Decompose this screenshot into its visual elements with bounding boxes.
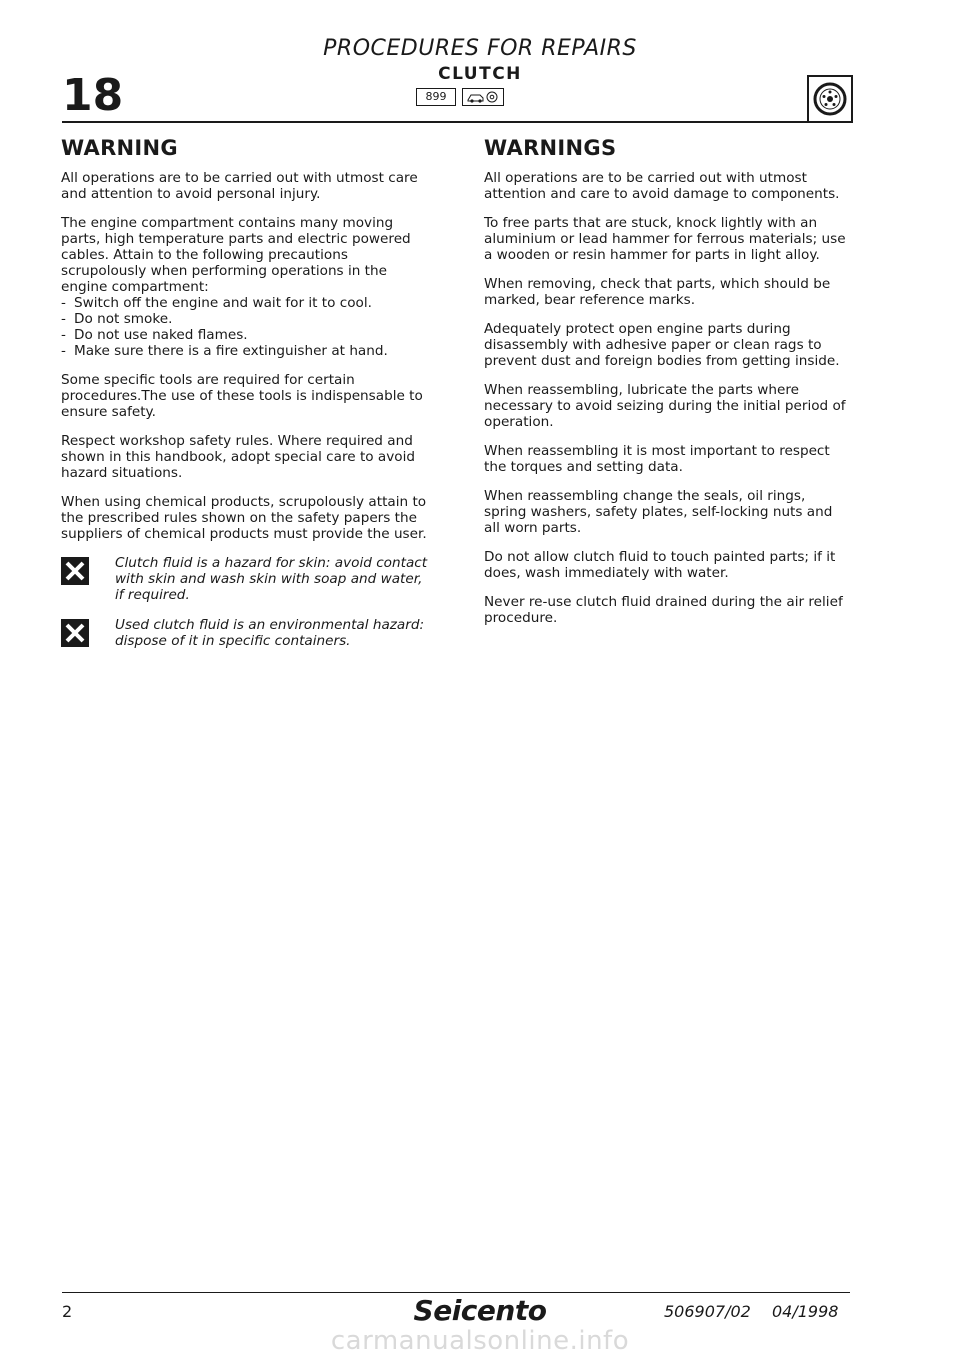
- wheel-icon: [807, 75, 853, 123]
- hazard-x-icon: [61, 557, 89, 585]
- left-column: [61, 136, 433, 665]
- hazard-text: Clutch fluid is a hazard for skin: avoid contact with skin and wash skin with soap and water, if required.: [115, 555, 428, 603]
- section-title: CLUTCH: [438, 64, 522, 84]
- list-item: - Switch off the engine and wait for it to cool.: [61, 295, 433, 311]
- hazard-x-icon: [61, 619, 89, 647]
- watermark: carmanualsonline.info: [330, 1326, 630, 1356]
- document-reference: 506907/02: [664, 1302, 751, 1321]
- paragraph: All operations are to be carried out with utmost care and attention to avoid personal injury.: [61, 170, 418, 202]
- paragraph: Some specific tools are required for certain procedures.The use of these tools is indispensable to ensure safety.: [61, 372, 423, 420]
- paragraph: All operations are to be carried out with utmost attention and care to avoid damage to components.: [484, 170, 840, 202]
- warnings-heading: WARNINGS: [484, 136, 617, 160]
- hazard-note: [61, 555, 433, 603]
- list-item: - Do not smoke.: [61, 311, 433, 327]
- paragraph: Respect workshop safety rules. Where required and shown in this handbook, adopt special care to avoid hazard situations.: [61, 433, 416, 481]
- paragraph: When reassembling change the seals, oil rings, spring washers, safety plates, self-locking nuts and all worn parts.: [484, 488, 833, 536]
- section-number: 18: [62, 70, 124, 121]
- paragraph: When removing, check that parts, which should be marked, bear reference marks.: [484, 276, 831, 308]
- page-number: 2: [62, 1302, 73, 1321]
- model-code: 899: [416, 88, 456, 106]
- list-item: - Do not use naked flames.: [61, 327, 433, 343]
- paragraph: Never re-use clutch fluid drained during the air relief procedure.: [484, 594, 843, 626]
- paragraph: Do not allow clutch fluid to touch painted parts; if it does, wash immediately with water.: [484, 549, 836, 581]
- paragraph: To free parts that are stuck, knock lightly with an aluminium or lead hammer for ferrous materials; use a wooden or resin hammer for parts in light alloy.: [484, 215, 846, 263]
- super-title: PROCEDURES FOR REPAIRS: [323, 36, 637, 61]
- footer-rule: [62, 1292, 850, 1293]
- paragraph: When reassembling it is most important to respect the torques and setting data.: [484, 443, 830, 475]
- paragraph: When reassembling, lubricate the parts where necessary to avoid seizing during the initial period of operation.: [484, 382, 846, 430]
- paragraph: The engine compartment contains many moving parts, high temperature parts and electric powered cables. Attain to the following precautions scrupolously when performing operations in the engine compartment:: [61, 215, 411, 295]
- list-item: - Make sure there is a fire extinguisher at hand.: [61, 343, 433, 359]
- hazard-note: [61, 617, 433, 651]
- paragraph: When using chemical products, scrupolously attain to the prescribed rules shown on the safety papers the suppliers of chemical products must provide the user.: [61, 494, 427, 542]
- header-rule: [62, 121, 850, 123]
- paragraph: Adequately protect open engine parts during disassembly with adhesive paper or clean rags to prevent dust and foreign bodies from getting inside.: [484, 321, 840, 369]
- hazard-text: Used clutch fluid is an environmental hazard: dispose of it in specific containers.: [115, 617, 425, 649]
- brand-logo: Seicento: [413, 1294, 547, 1327]
- car-engine-icon: [462, 88, 504, 106]
- right-column: [484, 136, 850, 639]
- document-date: 04/1998: [772, 1302, 839, 1321]
- warning-heading: WARNING: [61, 136, 178, 160]
- precautions-list: [61, 295, 433, 359]
